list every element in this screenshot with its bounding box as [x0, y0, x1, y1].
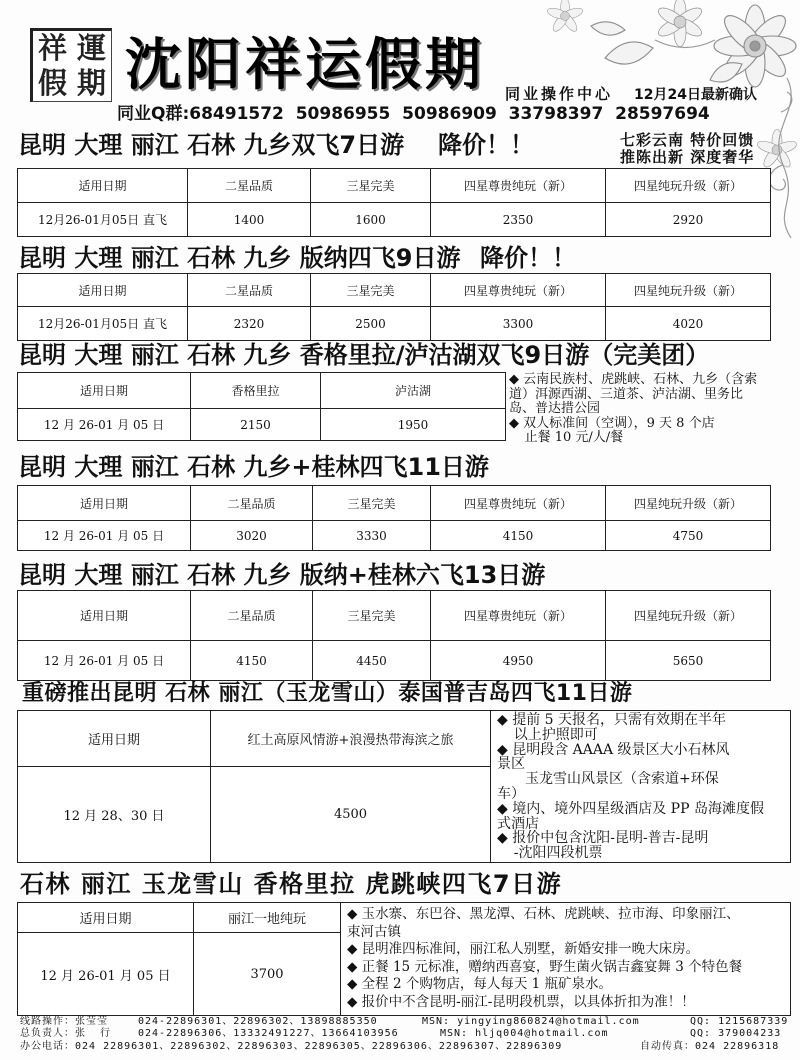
- note-item: ◆ 全程 2 个购物店，每人每天 1 瓶矿泉水。: [347, 976, 613, 992]
- tour-title: 昆明 大理 丽江 石林 九乡双飞7日游: [18, 131, 405, 159]
- price-cell: 2320: [188, 307, 311, 341]
- column-header: 三星完美: [313, 591, 431, 641]
- price-drop-badge: 降价！！: [480, 244, 576, 272]
- column-header: 四星纯玩升级（新）: [606, 486, 771, 521]
- date-cell: 12 月 26-01 月 05 日: [18, 641, 191, 681]
- price-cell: 5650: [606, 641, 771, 681]
- footer-manager-msn: MSN: hljq004@hotmail.com: [440, 1028, 609, 1039]
- column-header: 四星尊贵纯玩（新）: [431, 591, 606, 641]
- column-header: 二星品质: [188, 274, 311, 307]
- price-table: [17, 273, 771, 341]
- column-header: 适用日期: [18, 486, 191, 521]
- note-item: ◆ 昆明段含 AAAA 级景区大小石林风 景区: [497, 741, 730, 773]
- column-header: 四星纯玩升级（新）: [606, 591, 771, 641]
- column-header: 二星品质: [188, 169, 311, 203]
- tour-title: 重磅推出昆明 石林 丽江（玉龙雪山）泰国普吉岛四飞11日游: [22, 681, 633, 706]
- price-cell: 2500: [311, 307, 431, 341]
- footer-manager-qq: QQ: 379004233: [690, 1028, 782, 1039]
- price-cell: 2350: [431, 203, 606, 237]
- note-item: ◆ 报价中不含昆明-丽江-昆明段机票，以具体折扣为准！！: [347, 993, 695, 1010]
- price-cell: 4750: [606, 521, 771, 551]
- price-cell: 1400: [188, 203, 311, 237]
- price-table: [17, 710, 791, 863]
- column-header: 四星尊贵纯玩（新）: [431, 274, 606, 307]
- footer-manager-label: 总负责人：张 行: [20, 1028, 112, 1039]
- price-cell: 2150: [191, 409, 321, 441]
- price-table: [17, 372, 506, 441]
- price-cell: 1600: [311, 203, 431, 237]
- column-header: 适用日期: [18, 373, 191, 409]
- column-header: 三星完美: [313, 486, 431, 521]
- price-cell: 2920: [606, 203, 771, 237]
- note-item: ◆ 报价中包含沈阳-昆明-普吉-昆明 -沈阳四段机票: [497, 830, 709, 862]
- logo-char: 假: [37, 66, 67, 100]
- note-item: ◆ 双人标准间（空调），9 天 8 个店 止餐 10 元/人/餐: [509, 415, 715, 445]
- note-item: ◆ 境内、境外四星级酒店及 PP 岛海滩度假 式酒店: [497, 800, 764, 832]
- column-header: 泸沽湖: [321, 373, 506, 409]
- column-header: 适用日期: [18, 169, 188, 203]
- notes-cell: [341, 903, 791, 1016]
- footer-office-phones: 办公电话：024 22896301、22896302、22896303、22896305、22896306、22896307、22896309: [20, 1041, 563, 1052]
- column-header: 四星纯玩升级（新）: [606, 274, 771, 307]
- note-item: ◆ 昆明准四标准间，丽江私人别墅，新婚安排一晚大床房。: [347, 941, 700, 957]
- column-header: 适用日期: [18, 274, 188, 307]
- column-header: 适用日期: [18, 903, 194, 933]
- date-cell: 12月26-01月05日 直飞: [18, 203, 188, 237]
- tour-notes: [509, 373, 795, 446]
- logo-char: 祥: [37, 31, 67, 65]
- column-header: 红土高原风情游+浪漫热带海滨之旅: [211, 711, 491, 767]
- tour-title: 昆明 大理 丽江 石林 九乡 版纳+桂林六飞13日游: [18, 561, 546, 589]
- price-cell: 3300: [431, 307, 606, 341]
- logo-char: 期: [76, 66, 106, 100]
- operations-center-label: 同业操作中心: [505, 85, 614, 103]
- column-header: 四星尊贵纯玩（新）: [431, 169, 606, 203]
- price-cell: 4150: [191, 641, 313, 681]
- qq-group-line: 同业Q群:68491572 50986955 50986909 33798397 28597694: [117, 104, 710, 124]
- date-cell: 12 月 26-01 月 05 日: [18, 409, 191, 441]
- footer-fax: 自动传真：024 22896318: [640, 1041, 780, 1052]
- price-cell: 3330: [313, 521, 431, 551]
- date-cell: 12月26-01月05日 直飞: [18, 307, 188, 341]
- footer-operator-label: 线路操作：张莹莹: [20, 1016, 108, 1027]
- price-cell: 4150: [431, 521, 606, 551]
- price-table: [17, 485, 771, 551]
- note-item: ◆ 提前 5 天报名，只需有效期在半年 以上护照即可: [497, 712, 727, 743]
- price-drop-badge: 降价！！: [438, 131, 534, 159]
- column-header: 丽江一地纯玩: [194, 903, 341, 933]
- note-item: 玉龙雪山风景区（含索道+环保 车）: [497, 771, 719, 802]
- tour-title: 昆明 大理 丽江 石林 九乡 版纳四飞9日游: [18, 244, 461, 272]
- column-header: 三星完美: [311, 274, 431, 307]
- column-header: 香格里拉: [191, 373, 321, 409]
- price-table: [17, 902, 791, 1016]
- price-table: [17, 168, 771, 237]
- date-cell: 12 月 28、30 日: [18, 767, 211, 863]
- date-cell: 12 月 26-01 月 05 日: [18, 521, 191, 551]
- brand-title: 沈阳祥运假期: [125, 33, 485, 98]
- date-cell: 12 月 26-01 月 05 日: [18, 933, 194, 1016]
- column-header: 三星完美: [311, 169, 431, 203]
- footer-operator-qq: QQ: 1215687339: [690, 1016, 789, 1027]
- tour-title: 昆明 大理 丽江 石林 九乡+桂林四飞11日游: [18, 453, 489, 481]
- column-header: 二星品质: [191, 591, 313, 641]
- note-item: ◆ 玉水寨、东巴谷、黑龙潭、石林、虎跳峡、拉市海、印象丽江、 束河古镇: [347, 906, 740, 940]
- confirm-date-note: 12月24日最新确认: [634, 87, 757, 103]
- column-header: 适用日期: [18, 591, 191, 641]
- notes-cell: [491, 711, 791, 863]
- slogan-line: 推陈出新 深度奢华: [620, 148, 755, 166]
- price-cell: 3020: [191, 521, 313, 551]
- column-header: 四星纯玩升级（新）: [606, 169, 771, 203]
- column-header: 四星尊贵纯玩（新）: [431, 486, 606, 521]
- note-item: ◆ 正餐 15 元标准，赠纳西喜宴，野生菌火锅吉鑫宴舞 3 个特色餐: [347, 958, 743, 975]
- price-cell: 3700: [194, 933, 341, 1016]
- price-cell: 4450: [313, 641, 431, 681]
- price-cell: 1950: [321, 409, 506, 441]
- price-table: [17, 590, 771, 681]
- price-cell: 4020: [606, 307, 771, 341]
- column-header: 二星品质: [191, 486, 313, 521]
- footer-operator-msn: MSN: yingying860824@hotmail.com: [422, 1016, 640, 1027]
- tour-title: 昆明 大理 丽江 石林 九乡 香格里拉/泸沽湖双飞9日游（完美团）: [18, 341, 710, 369]
- note-item: ◆ 云南民族村、虎跳峡、石林、九乡（含索 道）洱源西湖、三道茶、泸沽湖、里务比 岛、普达措公园: [509, 372, 758, 416]
- logo-char: 運: [76, 31, 106, 65]
- footer-operator-phones: 024-22896301、22896302、13898885350: [138, 1016, 378, 1027]
- slogan-line: 七彩云南 特价回馈: [620, 131, 755, 149]
- column-header: 适用日期: [18, 711, 211, 767]
- price-cell: 4950: [431, 641, 606, 681]
- tour-title: 石林 丽江 玉龙雪山 香格里拉 虎跳峡四飞7日游: [20, 870, 563, 898]
- footer-manager-phones: 024-22896306、13332491227、13664103956: [138, 1028, 399, 1039]
- price-cell: 4500: [211, 767, 491, 863]
- logo: [30, 28, 112, 102]
